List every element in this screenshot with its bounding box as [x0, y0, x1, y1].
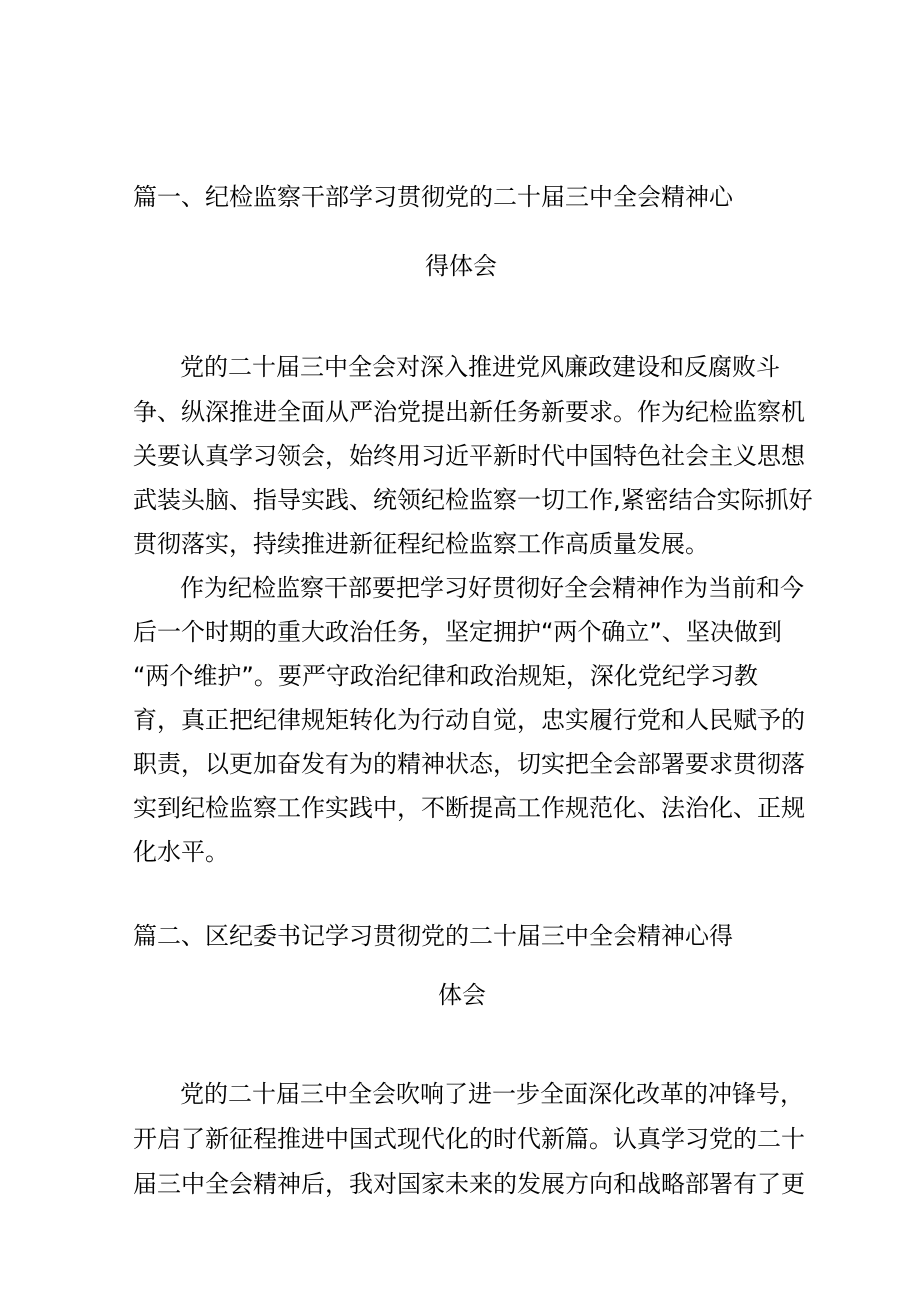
section1-para2-line: 作为纪检监察干部要把学习好贯彻好全会精神作为当前和今	[180, 574, 804, 602]
section2-title-line1: 篇二、区纪委书记学习贯彻党的二十届三中全会精神心得	[133, 922, 733, 950]
section1-para2-line: 化水平。	[133, 838, 229, 866]
section1-title-line1: 篇一、纪检监察干部学习贯彻党的二十届三中全会精神心	[133, 183, 733, 211]
section1-para1-line: 武装头脑、指导实践、统领纪检监察一切工作,紧密结合实际抓好	[133, 486, 813, 514]
section1-para1-line: 党的二十届三中全会对深入推进党风廉政建设和反腐败斗	[180, 353, 780, 381]
section2-para1-line: 届三中全会精神后，我对国家未来的发展方向和战略部署有了更	[133, 1170, 805, 1198]
section2-title-line2: 体会	[438, 981, 486, 1009]
section1-para2-line: 育，真正把纪律规矩转化为行动自觉，忠实履行党和人民赋予的	[133, 706, 805, 734]
section1-para1-line: 关要认真学习领会，始终用习近平新时代中国特色社会主义思想	[133, 442, 805, 470]
section1-para1-line: 贯彻落实，持续推进新征程纪检监察工作高质量发展。	[133, 530, 709, 558]
section2-para1-line: 党的二十届三中全会吹响了进一步全面深化改革的冲锋号，	[180, 1080, 804, 1108]
section1-para1-line: 争、纵深推进全面从严治党提出新任务新要求。作为纪检监察机	[133, 398, 805, 426]
section1-title-line2: 得体会	[425, 252, 497, 280]
section2-para1-line: 开启了新征程推进中国式现代化的时代新篇。认真学习党的二十	[133, 1125, 805, 1153]
section1-para2-line: 实到纪检监察工作实践中，不断提高工作规范化、法治化、正规	[133, 794, 805, 822]
section1-para2-line: “两个维护”。要严守政治纪律和政治规矩，深化党纪学习教	[133, 662, 758, 690]
section1-para2-line: 职责，以更加奋发有为的精神状态，切实把全会部署要求贯彻落	[133, 750, 805, 778]
section1-para2-line: 后一个时期的重大政治任务，坚定拥护“两个确立”、坚决做到	[133, 618, 782, 646]
